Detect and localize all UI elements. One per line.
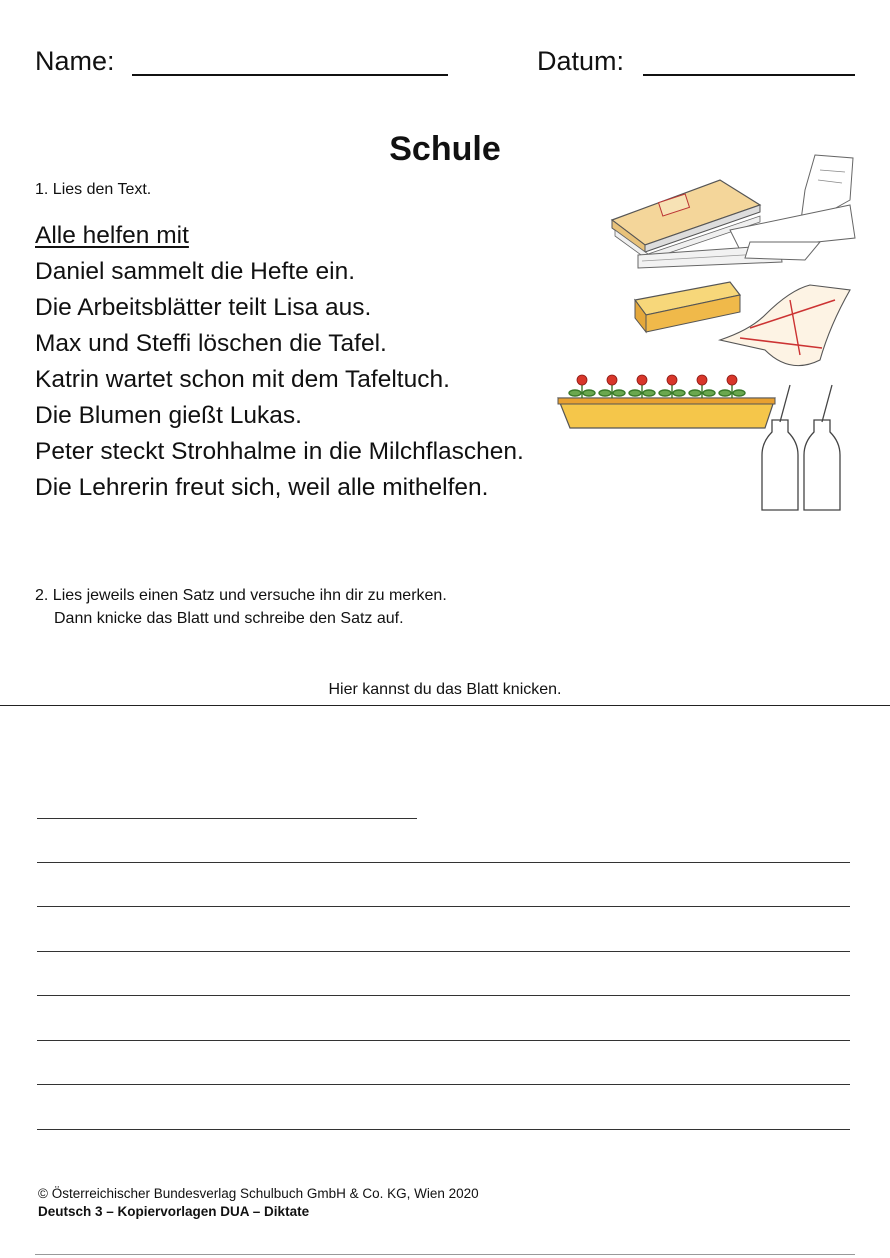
task-2-instruction-line1: 2. Lies jeweils einen Satz und versuche ihn dir zu merken. (35, 587, 447, 604)
story-line: Die Arbeitsblätter teilt Lisa aus. (35, 294, 372, 321)
story-line: Max und Steffi löschen die Tafel. (35, 330, 387, 357)
task-1-instruction: 1. Lies den Text. (35, 181, 152, 198)
fold-hint: Hier kannst du das Blatt knicken. (328, 681, 562, 698)
writing-line[interactable] (37, 906, 850, 907)
name-field[interactable] (132, 74, 448, 76)
story-heading: Alle helfen mit (35, 222, 189, 249)
flower-box-icon (558, 375, 775, 428)
story-text (35, 218, 524, 506)
story-line: Katrin wartet schon mit dem Tafeltuch. (35, 366, 450, 393)
writing-line[interactable] (37, 1040, 850, 1041)
date-label: Datum: (537, 46, 625, 76)
sponge-icon (635, 282, 740, 332)
task-2-instruction-line2: Dann knicke das Blatt und schreibe den Satz auf. (54, 610, 404, 627)
writing-line[interactable] (37, 862, 850, 863)
writing-line[interactable] (37, 1129, 850, 1130)
copyright-notice: © Österreichischer Bundesverlag Schulbuch GmbH & Co. KG, Wien 2020 (38, 1186, 479, 1201)
story-line: Die Blumen gießt Lukas. (35, 402, 302, 429)
fold-line (0, 705, 890, 706)
page-title: Schule (389, 130, 501, 168)
writing-line[interactable] (37, 1084, 850, 1085)
classroom-illustration (550, 150, 860, 520)
writing-line[interactable] (37, 818, 417, 819)
bottom-rule (35, 1254, 855, 1255)
name-label: Name: (35, 46, 115, 76)
story-line: Daniel sammelt die Hefte ein. (35, 258, 356, 285)
series-label: Deutsch 3 – Kopiervorlagen DUA – Diktate (38, 1204, 310, 1219)
date-field[interactable] (643, 74, 855, 76)
writing-line[interactable] (37, 951, 850, 952)
writing-line[interactable] (37, 995, 850, 996)
story-line: Peter steckt Strohhalme in die Milchflaschen. (35, 438, 524, 465)
story-line: Die Lehrerin freut sich, weil alle mithelfen. (35, 474, 489, 501)
